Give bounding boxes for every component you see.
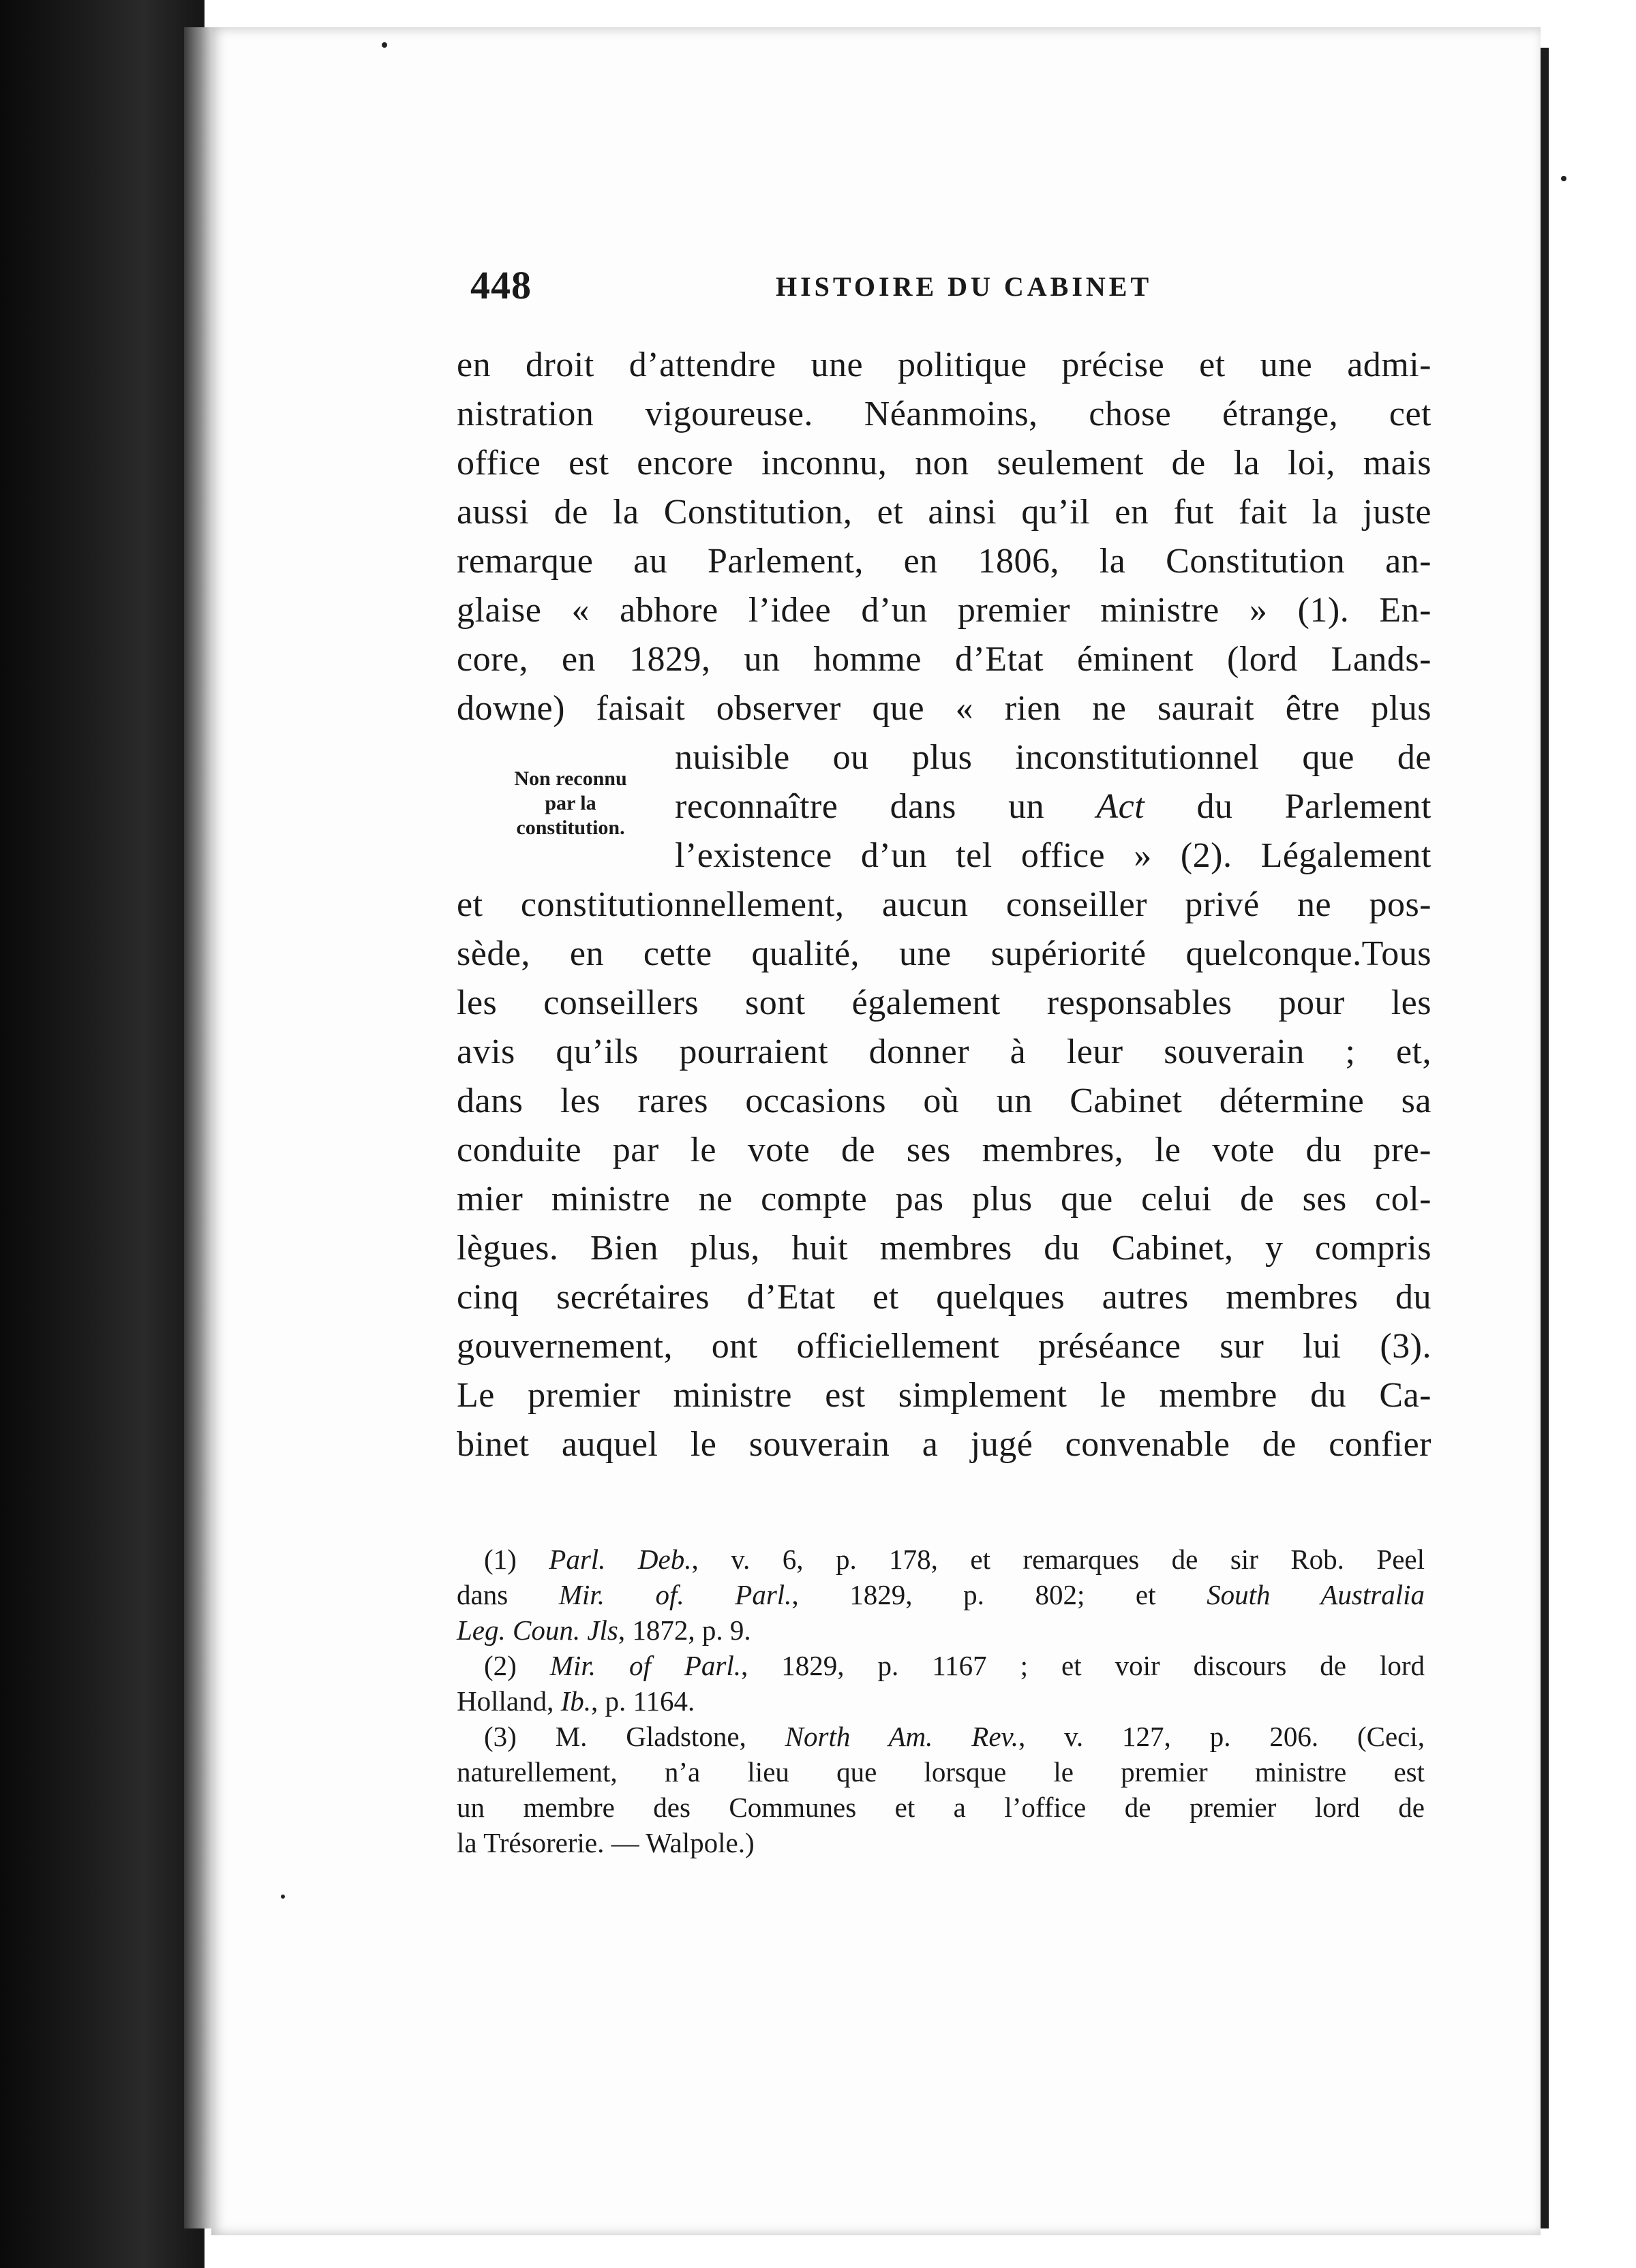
- text-line: et constitutionnellement, aucun conseiller privé ne pos-: [457, 885, 1432, 924]
- text-line: sède, en cette qualité, une supériorité quelconque.Tous: [457, 934, 1432, 973]
- text-line: core, en 1829, un homme d’Etat éminent (lord Lands-: [457, 640, 1432, 679]
- footnote-italic: Parl. Deb.: [549, 1544, 692, 1575]
- running-title: HISTOIRE DU CABINET: [776, 271, 1153, 302]
- text-line: en droit d’attendre une politique précise et une admi-: [457, 346, 1432, 384]
- footnote-line: la Trésorerie. — Walpole.): [457, 1827, 755, 1858]
- text-line: lègues. Bien plus, huit membres du Cabinet, y compris: [457, 1229, 1432, 1268]
- margin-note-line: constitution.: [516, 816, 625, 839]
- text-segment: du Parlement: [1145, 787, 1432, 826]
- ink-speck: [281, 1895, 285, 1899]
- page-stack-edge: [184, 27, 211, 2228]
- text-line: avis qu’ils pourraient donner à leur souverain ; et,: [457, 1032, 1432, 1071]
- footnote-text: Holland,: [457, 1685, 561, 1717]
- text-line: glaise « abhore l’idee d’un premier ministre » (1). En-: [457, 591, 1432, 630]
- footnote-italic: South Australia: [1207, 1579, 1425, 1610]
- footnote-italic: North Am. Rev.: [785, 1721, 1018, 1752]
- footnote-line: [457, 1683, 1425, 1719]
- footnote-line: [457, 1612, 1425, 1648]
- text-line: aussi de la Constitution, et ainsi qu’il en fut fait la juste: [457, 493, 1432, 532]
- text-line: nistration vigoureuse. Néanmoins, chose étrange, cet: [457, 395, 1432, 433]
- text-line: nuisible ou plus inconstitutionnel que de: [675, 738, 1432, 777]
- text-line: cinq secrétaires d’Etat et quelques autres membres du: [457, 1278, 1432, 1317]
- text-line: l’existence d’un tel office » (2). Légalement: [675, 836, 1432, 875]
- footnote-line: [457, 1648, 1425, 1683]
- text-line: gouvernement, ont officiellement préséance sur lui (3).: [457, 1327, 1432, 1366]
- footnote-text: , 1872, p. 9.: [618, 1614, 751, 1646]
- footnote-line: naturellement, n’a lieu que lorsque le premier ministre est: [457, 1756, 1425, 1788]
- footnote-text: , v. 6, p. 178, et remarques de sir Rob. Peel: [691, 1544, 1425, 1575]
- footnote-text: , p. 1164.: [591, 1685, 695, 1717]
- text-segment: reconnaître dans un: [675, 787, 1045, 826]
- ink-speck: [382, 42, 387, 48]
- footnote-text: dans: [457, 1579, 559, 1610]
- text-line: mier ministre ne compte pas plus que celui de ses col-: [457, 1180, 1432, 1219]
- footnote-line: [457, 1719, 1425, 1754]
- footnote-italic: Ib.: [560, 1685, 591, 1717]
- text-line: les conseillers sont également responsables pour les: [457, 983, 1432, 1022]
- footnote-line: un membre des Communes et a l’office de premier lord de: [457, 1792, 1425, 1823]
- footnotes: [457, 1542, 1425, 1860]
- footnote-marker: (1): [484, 1544, 549, 1575]
- text-line: conduite par le vote de ses membres, le vote du pre-: [457, 1131, 1432, 1169]
- italic-term: Act: [1096, 787, 1145, 826]
- text-line: dans les rares occasions où un Cabinet détermine sa: [457, 1082, 1432, 1120]
- text-line: remarque au Parlement, en 1806, la Constitution an-: [457, 542, 1432, 581]
- footnote-marker: (2): [484, 1650, 550, 1681]
- footnote-text: , 1829, p. 1167 ; et voir discours de lord: [741, 1650, 1425, 1681]
- footnote-text: , 1829, p. 802; et: [791, 1579, 1207, 1610]
- margin-note-line: par la: [545, 792, 596, 814]
- text-line: binet auquel le souverain a jugé convenable de confier: [457, 1425, 1432, 1464]
- footnote-marker: (3) M. Gladstone,: [484, 1721, 785, 1752]
- page-number: 448: [470, 263, 532, 307]
- footnote-line: [457, 1577, 1425, 1612]
- running-head: [470, 262, 1425, 317]
- right-page-edge: [1541, 48, 1549, 2228]
- body-text: [457, 341, 1432, 1469]
- footnote-italic: Mir. of. Parl.: [558, 1579, 792, 1610]
- text-line: Le premier ministre est simplement le membre du Ca-: [457, 1376, 1432, 1415]
- text-line: office est encore inconnu, non seulement de la loi, mais: [457, 444, 1432, 482]
- book-binding: [0, 0, 204, 2268]
- footnote-italic: Leg. Coun. Jls: [457, 1614, 618, 1646]
- footnote-italic: Mir. of Parl.: [549, 1650, 741, 1681]
- text-line: downe) faisait observer que « rien ne saurait être plus: [457, 689, 1432, 728]
- margin-note-line: Non reconnu: [514, 767, 627, 790]
- text-line: [457, 782, 1432, 831]
- footnote-line: [457, 1542, 1425, 1577]
- footnote-text: , v. 127, p. 206. (Ceci,: [1018, 1721, 1425, 1752]
- ink-speck: [1561, 176, 1566, 181]
